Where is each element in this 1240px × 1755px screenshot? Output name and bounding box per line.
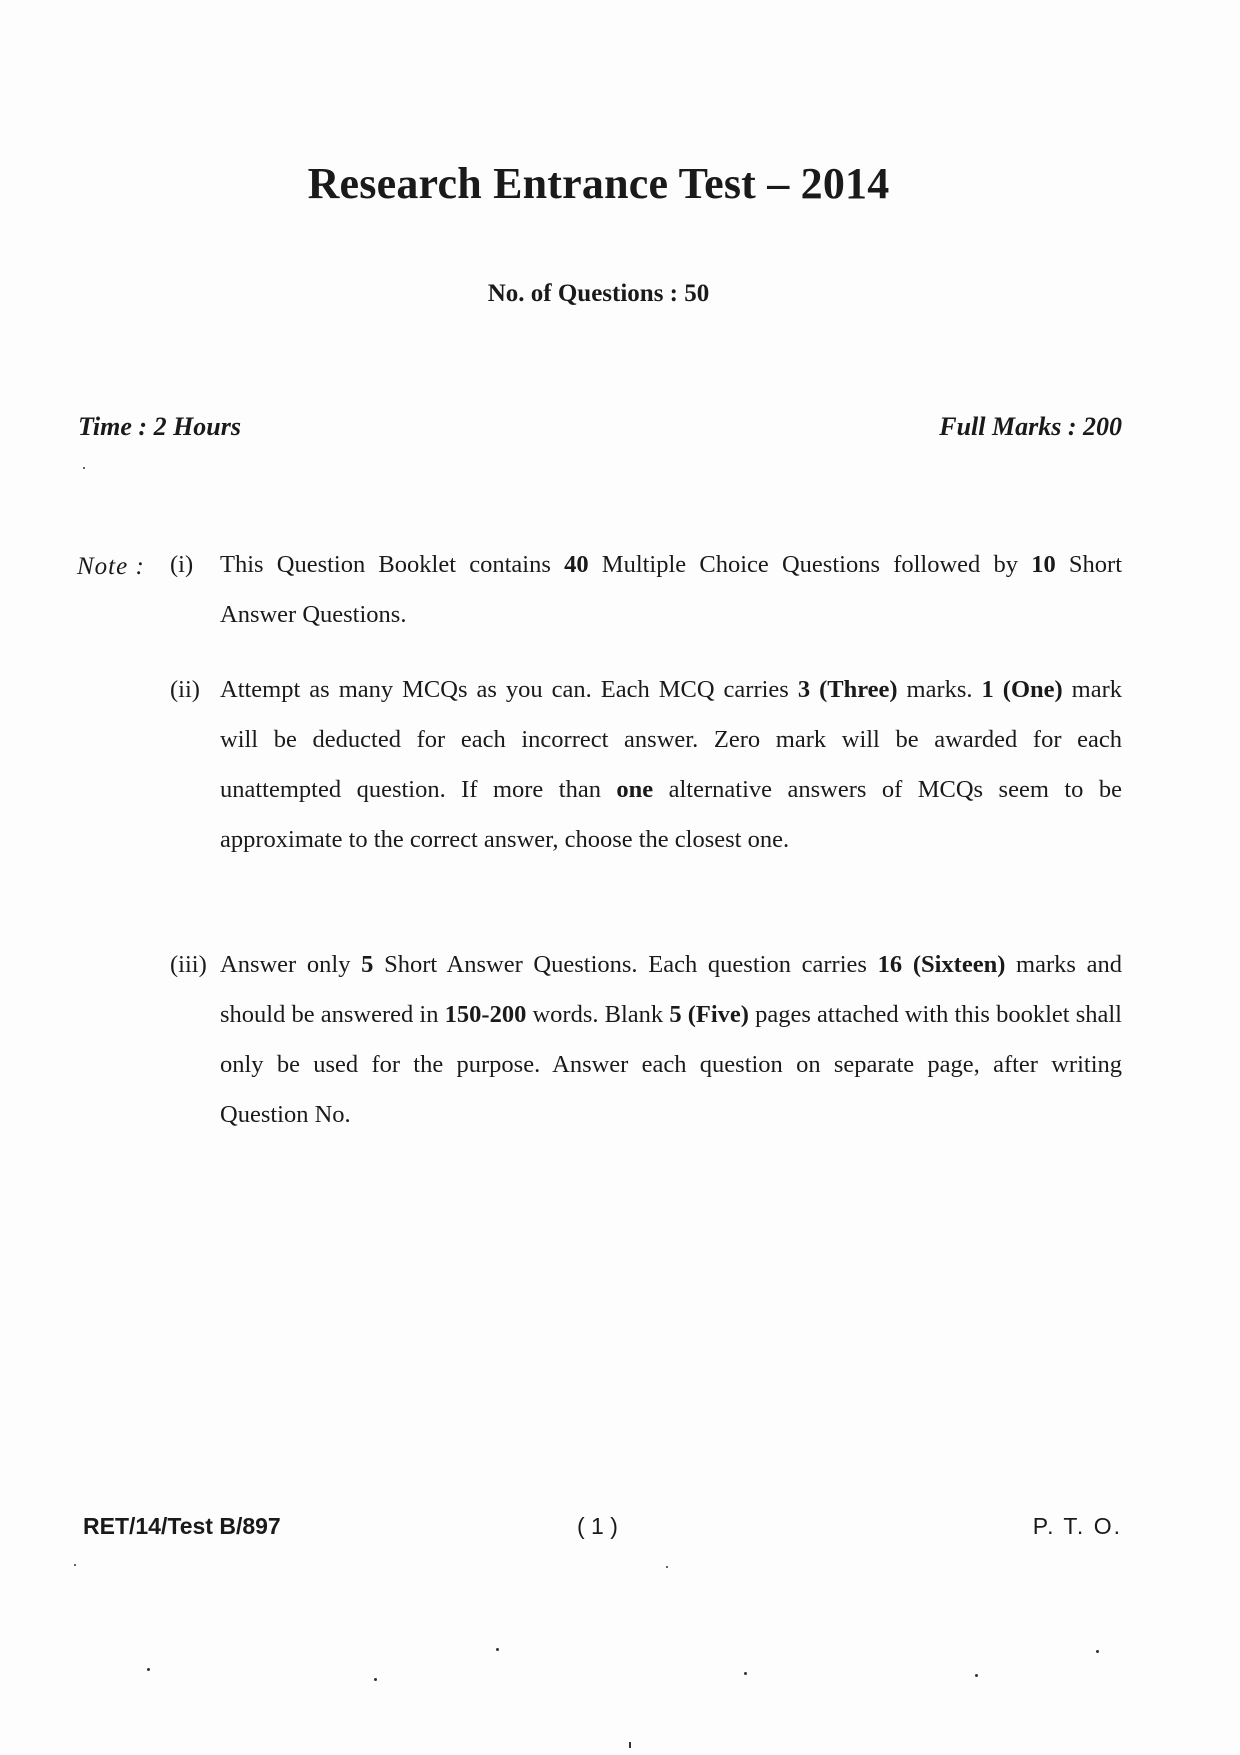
note-text-bold: 1 (One) xyxy=(981,676,1063,703)
note-text-bold: 5 (Five) xyxy=(669,1001,749,1028)
scan-speck xyxy=(1096,1650,1099,1653)
scan-speck xyxy=(83,467,85,469)
note-item-2 xyxy=(170,665,1123,853)
scan-speck xyxy=(74,1564,76,1566)
note-number: (iii) xyxy=(170,951,207,978)
please-turn-over: P. T. O. xyxy=(1032,1513,1122,1539)
note-text-segment: words. Blank xyxy=(526,1001,670,1028)
note-text xyxy=(220,540,1122,640)
page-number: ( 1 ) xyxy=(577,1513,618,1539)
note-number: (ii) xyxy=(170,676,200,703)
note-text-segment: Short Answer Questions. xyxy=(220,551,1123,628)
note-text-segment: marks. xyxy=(897,676,982,703)
note-text-bold: 16 (Sixteen) xyxy=(877,951,1006,978)
full-marks: Full Marks : 200 xyxy=(939,412,1122,441)
note-item-3 xyxy=(170,940,1122,1128)
scan-speck xyxy=(629,1742,631,1748)
scan-speck xyxy=(496,1648,499,1651)
scan-speck xyxy=(744,1672,747,1675)
note-text xyxy=(220,665,1122,865)
note-text-segment: marks and should be answered in xyxy=(220,951,1122,1028)
note-text-bold: 3 (Three) xyxy=(797,676,898,703)
note-text xyxy=(220,940,1122,1140)
note-text-bold: 150-200 xyxy=(444,1001,527,1028)
note-text-bold: one xyxy=(616,776,654,803)
time-allowed: Time : 2 Hours xyxy=(78,412,241,441)
note-text-bold: 5 xyxy=(361,951,374,978)
note-item-1 xyxy=(170,540,1123,628)
note-text-segment: Short Answer Questions. Each question carries xyxy=(373,951,878,978)
note-text-bold: 10 xyxy=(1031,551,1056,578)
note-text-segment: alternative answers of MCQs seem to be approximate to the correct answer, choose the closest one. xyxy=(220,776,1122,853)
scan-speck xyxy=(374,1678,377,1681)
scan-speck xyxy=(147,1668,150,1671)
number-of-questions: No. of Questions : 50 xyxy=(487,280,710,307)
note-label: Note : xyxy=(77,553,145,580)
note-text-segment: Attempt as many MCQs as you can. Each MCQ carries xyxy=(220,676,798,703)
note-text-segment: pages attached with this booklet shall only be used for the purpose. Answer each question on separate page, after writing Question No. xyxy=(220,1001,1122,1128)
page-title: Research Entrance Test – 2014 xyxy=(307,159,890,208)
test-code: RET/14/Test B/897 xyxy=(83,1513,281,1539)
note-text-bold: 40 xyxy=(564,551,589,578)
note-text-segment: Multiple Choice Questions followed by xyxy=(588,551,1032,578)
note-text-segment: This Question Booklet contains xyxy=(220,551,565,578)
scan-speck xyxy=(975,1674,978,1677)
note-number: (i) xyxy=(170,551,194,578)
note-text-segment: Answer only xyxy=(220,951,362,978)
scan-speck xyxy=(666,1566,668,1568)
note-text-segment: mark will be deducted for each incorrect answer. Zero mark will be awarded for each unattempted question. If more than xyxy=(220,676,1123,803)
